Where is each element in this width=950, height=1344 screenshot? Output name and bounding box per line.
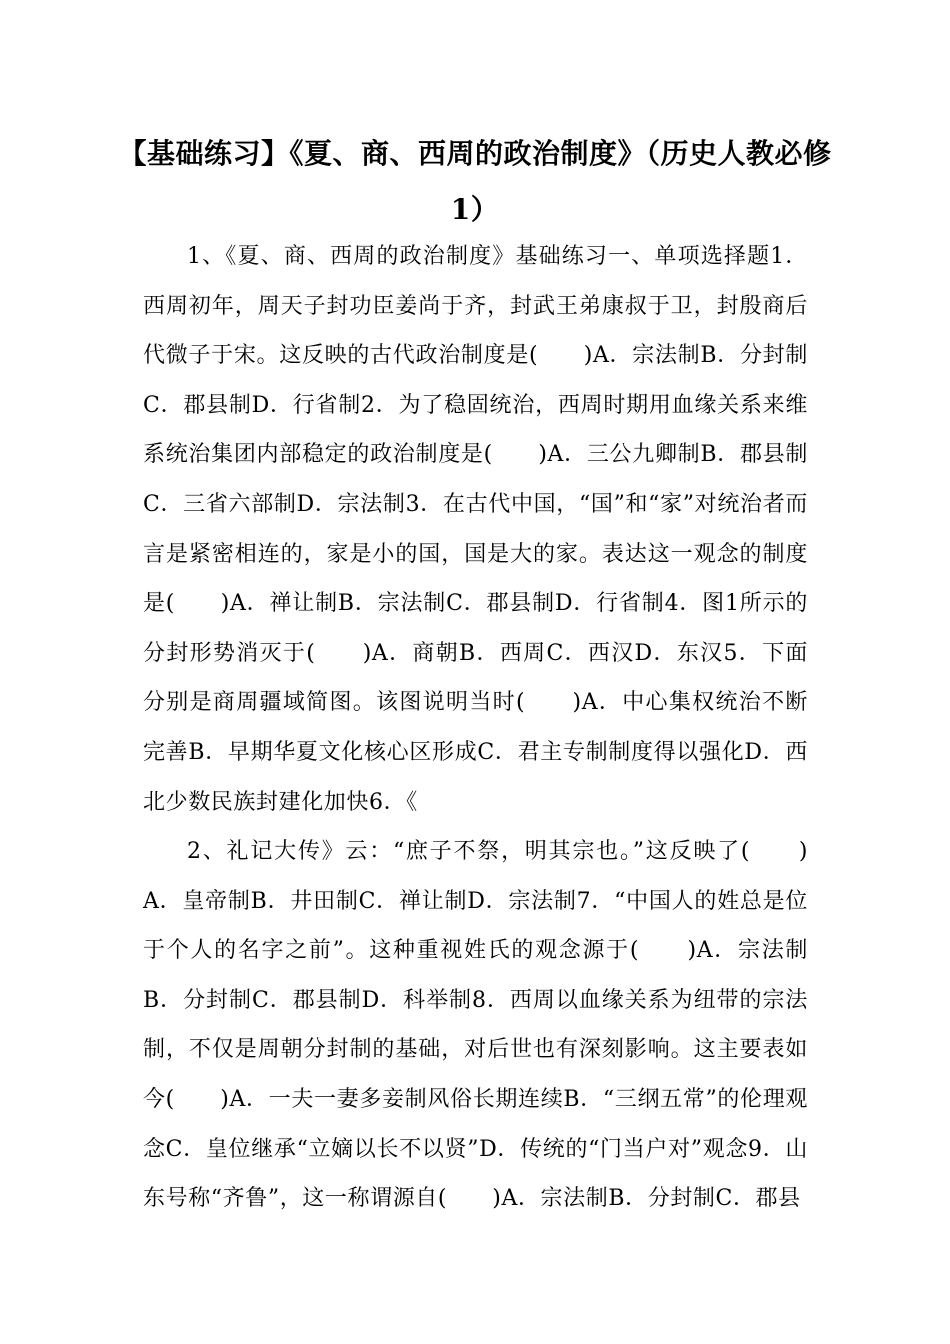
paragraph-1: 1、《夏、商、西周的政治制度》基础练习一、单项选择题1．西周初年，周天子封功臣姜尚于齐，封武王弟康叔于卫，封殷商后代微子于宋。这反映的古代政治制度是( )A．宗法制B．分封制C．郡县制D．行省制2．为了稳固统治，西周时期用血缘关系来维系统治集团内部稳定的政治制度是( )A．三公九卿制B．郡县制C．三省六部制D．宗法制3．在古代中国，“国”和“家”对统治者而言是紧密相连的，家是小的国，国是大的家。表达这一观念的制度是( )A．禅让制B．宗法制C．郡县制D．行省制4．图1所示的分封形势消灭于( )A．商朝B．西周C．西汉D．东汉5．下面分别是商周疆域简图。该图说明当时( )A．中心集权统治不断完善B．早期华夏文化核心区形成C．君主专制制度得以强化D．西北少数民族封建化加快6．《 [143,244,808,815]
paragraph-2: 2、礼记大传》云：“庶子不祭，明其宗也。”这反映了( )A．皇帝制B．井田制C．禅让制D．宗法制7．“中国人的姓总是位于个人的名字之前”。这种重视姓氏的观念源于( )A．宗法制B．分封制C．郡县制D．科举制8．西周以血缘关系为纽带的宗法制，不仅是周朝分封制的基础，对后世也有深刻影响。这主要表如今( )A．一夫一妻多妾制风俗长期连续B．“三纲五常”的伦理观念C．皇位继承“立嫡以长不以贤”D．传统的“门当户对”观念9．山东号称“齐鲁”，这一称谓源自( )A．宗法制B．分封制C．郡县 [143,839,808,1212]
paragraph-1-container [143,232,808,827]
paragraph-2-container [143,827,808,1224]
document-title: 【基础练习】《夏、商、西周的政治制度》（历史人教必修1） [118,137,832,226]
